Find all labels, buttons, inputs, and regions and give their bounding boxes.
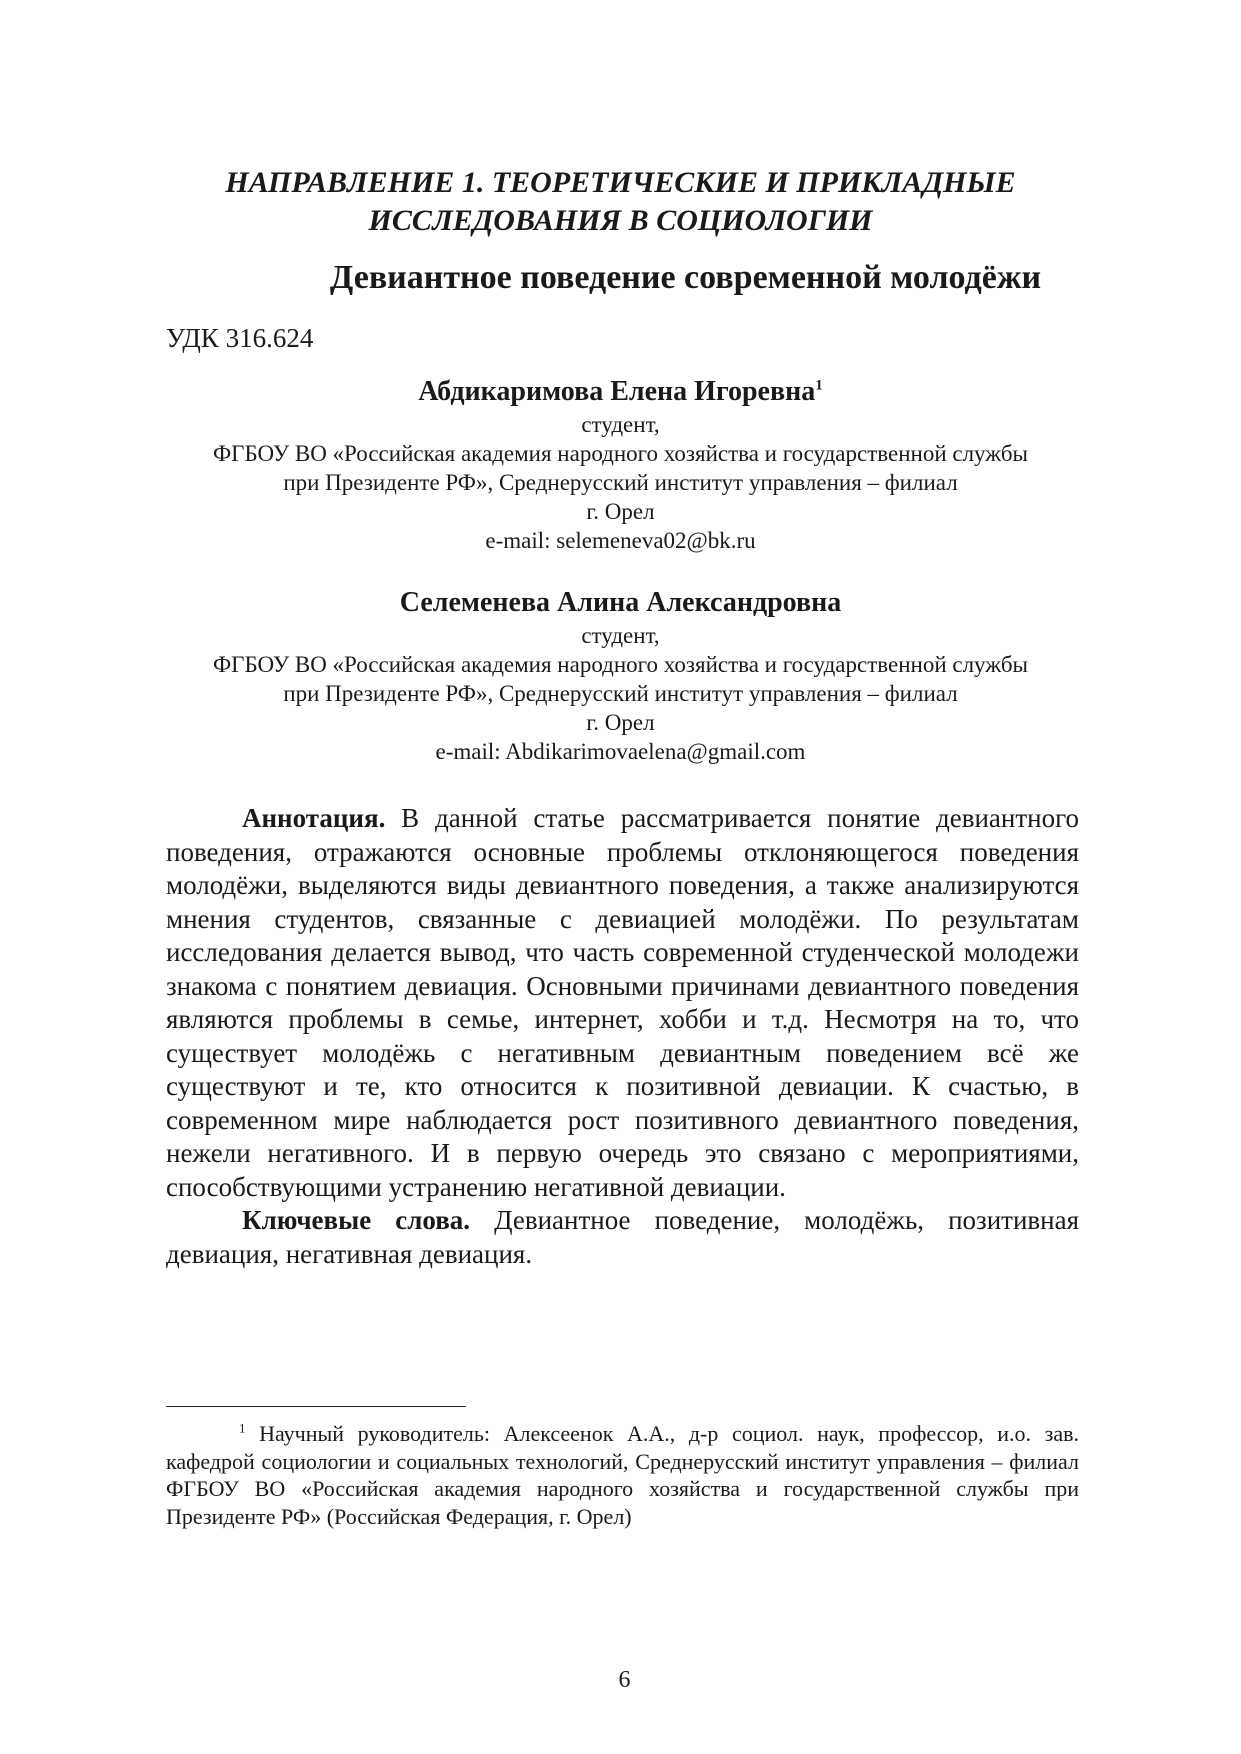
author-block-2 (150, 585, 1091, 766)
article-title: Девиантное поведение современной молодёжи (329, 259, 1042, 296)
author-position-1: студент, (581, 412, 660, 437)
abstract-text: В данной статье рассматривается понятие девиантного поведения, отражаются основные проблемы отклоняющегося поведения молодёжи, выделяются виды девиантного поведения, а также анализируются мнения студентов, связанные с девиацией молодёжи. По результатам исследования делается вывод, что часть современной студенческой молодежи знакома с понятием девиация. Основными причинами девиантного поведения являются проблемы в семье, интернет, хобби и т.д. Несмотря на то, что существует молодёжь с негативным девиантным поведением всё же существуют и те, кто относится к позитивной девиации. К счастью, в современном мире наблюдается рост позитивного девиантного поведения, нежели негативного. И в первую очередь это связано с мероприятиями, способствующими устранению негативной девиации. (166, 803, 1079, 1202)
section-heading-line-2: ИССЛЕДОВАНИЯ В СОЦИОЛОГИИ (368, 204, 873, 237)
author-email-1: e-mail: selemeneva02@bk.ru (485, 528, 756, 553)
author-affiliation-2b: при Президенте РФ», Среднерусский институт управления – филиал (283, 681, 958, 706)
abstract-paragraph (166, 802, 1079, 1204)
author-email-2: e-mail: Abdikarimovaelena@gmail.com (435, 739, 806, 764)
abstract-label: Аннотация. (242, 803, 386, 833)
author-name-2: Селеменева Алина Александровна (399, 587, 842, 618)
keywords-label: Ключевые слова. (242, 1205, 471, 1235)
author-affiliation-1b: при Президенте РФ», Среднерусский институт управления – филиал (283, 470, 958, 495)
author-block-1 (150, 374, 1091, 555)
author-position-2: студент, (581, 623, 660, 648)
footnote-paragraph (166, 1420, 1079, 1530)
section-heading-line-1: НАПРАВЛЕНИЕ 1. ТЕОРЕТИЧЕСКИЕ И ПРИКЛАДНЫЕ (225, 166, 1016, 199)
author-affiliation-2a: ФГБОУ ВО «Российская академия народного хозяйства и государственной службы (212, 652, 1029, 677)
section-heading (150, 164, 1091, 240)
abstract-section (166, 802, 1079, 1271)
page-number: 6 (618, 1667, 631, 1693)
footnote-divider (166, 1406, 466, 1407)
footnote-marker: 1 (815, 377, 823, 394)
udc-code: УДК 316.624 (166, 323, 314, 353)
footnote (166, 1420, 1079, 1530)
footnote-text: Научный руководитель: Алексеенок А.А., д-р социол. наук, профессор, и.о. зав. кафедрой социологии и социальных технологий, Среднерусский институт управления – филиал ФГБОУ ВО «Российская академия народного хозяйства и государственной службы при Президенте РФ» (Российская Федерация, г. Орел) (166, 1421, 1079, 1529)
keywords-text: Девиантное поведение, молодёжь, позитивная девиация, негативная девиация. (166, 1205, 1079, 1269)
keywords-paragraph (166, 1204, 1079, 1271)
author-city-1: г. Орел (586, 499, 655, 524)
author-city-2: г. Орел (586, 710, 655, 735)
author-affiliation-1a: ФГБОУ ВО «Российская академия народного хозяйства и государственной службы (212, 441, 1029, 466)
footnote-mark: 1 (239, 1420, 246, 1436)
author-name-1: Абдикаримова Елена Игоревна$^1$ (418, 376, 823, 407)
